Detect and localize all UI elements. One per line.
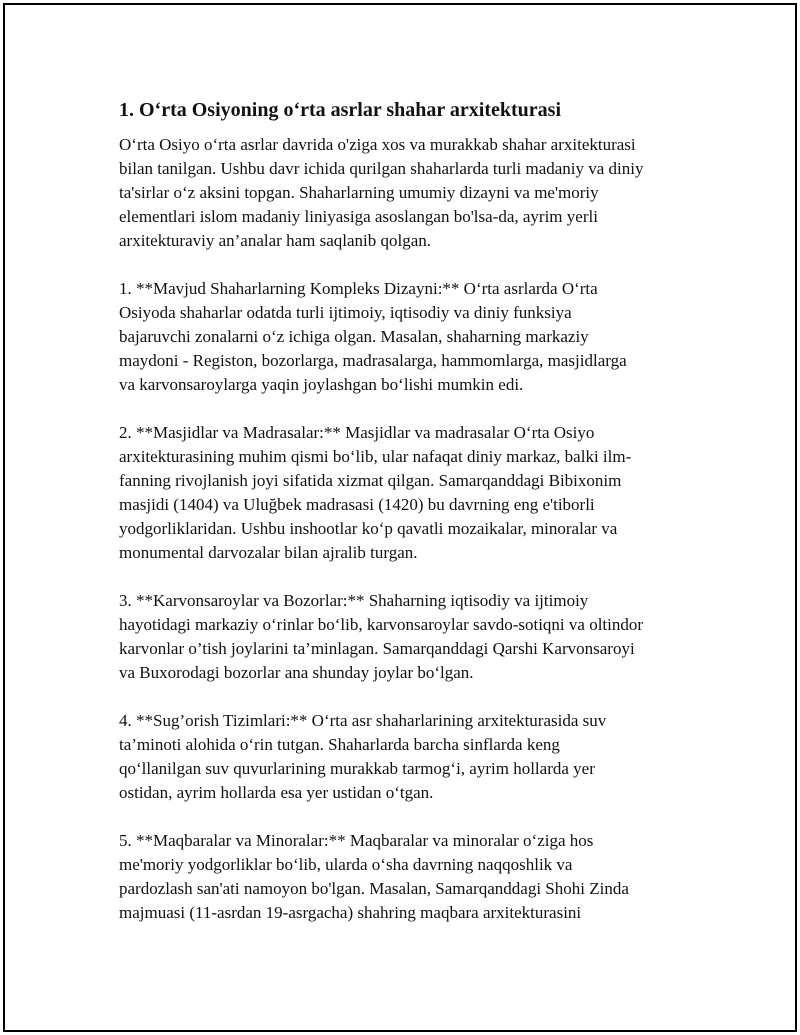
paragraph-item-5: 5. **Maqbaralar va Minoralar:** Maqbaralar va minoralar o‘ziga hos me'moriy yodgorliklar bo‘lib, ularda o‘sha davrning naqqoshlik va pardozlash san'ati namoyon bo'lgan. Masalan, Samarqanddagi Shohi Zinda majmuasi (11-asrdan 19-asrgacha) shahring maqbara arxitekturasini	[119, 831, 629, 922]
paragraph-item-2: 2. **Masjidlar va Madrasalar:** Masjidlar va madrasalar O‘rta Osiyo arxitekturasining muhim qismi bo‘lib, ular nafaqat diniy markaz, balki ilm- fanning rivojlanish joyi sifatida xizmat qilgan. Samarqanddagi Bibixonim masjidi (1404) va Uluğbek madrasasi (1420) bu davrning eng e'tiborli yodgorliklaridan. Ushbu inshootlar ko‘p qavatli mozaikalar, minoralar va monumental darvozalar bilan ajralib turgan.	[119, 423, 632, 562]
paragraph-item-3: 3. **Karvonsaroylar va Bozorlar:** Shaharning iqtisodiy va ijtimoiy hayotidagi markaziy o‘rinlar bo‘lib, karvonsaroylar savdo-sotiqni va oltindor karvonlar o’tish joylarini ta’minlagan. Samarqanddagi Qarshi Karvonsaroyi va Buxorodagi bozorlar ana shunday joylar bo‘lgan.	[119, 591, 644, 682]
paragraph-intro: O‘rta Osiyo o‘rta asrlar davrida o'ziga xos va murakkab shahar arxitekturasi bilan tanilgan. Ushbu davr ichida qurilgan shaharlarda turli madaniy va diniy ta'sirlar o‘z aksini topgan. Shaharlarning umumiy dizayni va me'moriy elementlari islom madaniy liniyasiga asoslangan bo'lsa-da, ayrim yerli arxitekturaviy an’analar ham saqlanib qolgan.	[119, 135, 644, 250]
paragraph-item-1: 1. **Mavjud Shaharlarning Kompleks Dizayni:** O‘rta asrlarda O‘rta Osiyoda shaharlar odatda turli ijtimoiy, iqtisodiy va diniy funksiya bajaruvchi zonalarni o‘z ichiga olgan. Masalan, shaharning markaziy maydoni - Registon, bozorlarga, madrasalarga, hammomlarga, masjidlarga va karvonsaroylarga yaqin joylashgan bo‘lishi mumkin edi.	[119, 279, 627, 394]
document-title: 1. O‘rta Osiyoning o‘rta asrlar shahar arxitekturasi	[119, 99, 562, 121]
paragraph-item-4: 4. **Sug’orish Tizimlari:** O‘rta asr shaharlarining arxitekturasida suv ta’minoti alohida o‘rin tutgan. Shaharlarda barcha sinflarda keng qo‘llanilgan suv quvurlarining murakkab tarmog‘i, ayrim hollarda yer ostidan, ayrim hollarda esa yer ustidan o‘tgan.	[119, 711, 607, 802]
document-body	[119, 97, 699, 949]
page-frame	[3, 3, 797, 1032]
